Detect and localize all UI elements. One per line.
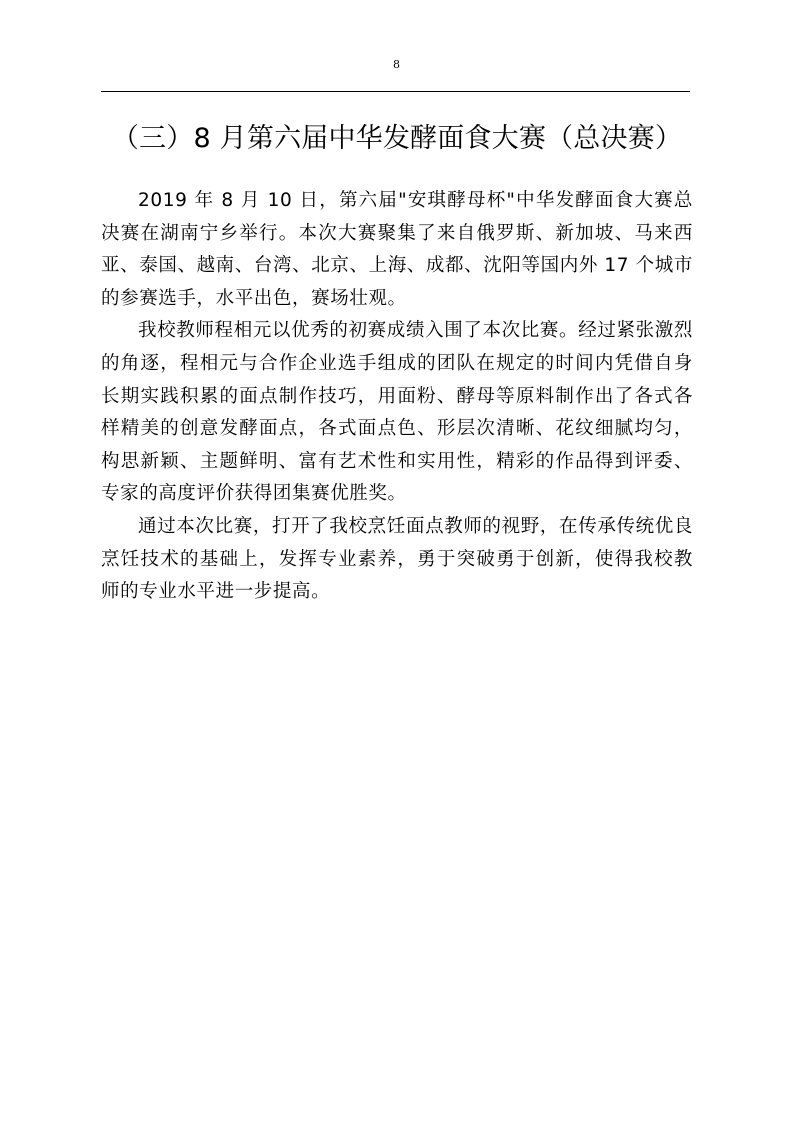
header-rule [101,91,690,92]
section-title: （三）8 月第六届中华发酵面食大赛（总决赛） [111,123,683,154]
page-number: 8 [393,58,400,71]
paragraph-2: 我校教师程相元以优秀的初赛成绩入围了本次比赛。经过紧张激烈的角逐，程相元与合作企业选手组成的团队在规定的时间内凭借自身长期实践积累的面点制作技巧，用面粉、酵母等原料制作出了各式各样精美的创意发酵面点，各式面点色、形层次清晰、花纹细腻均匀，构思新颖、主题鲜明、富有艺术性和实用性，精彩的作品得到评委、专家的高度评价获得团集赛优胜奖。 [101,320,693,505]
paragraph-3: 通过本次比赛，打开了我校烹饪面点教师的视野，在传承传统优良烹饪技术的基础上，发挥专业素养，勇于突破勇于创新，使得我校教师的专业水平进一步提高。 [101,515,693,603]
section-body [101,185,693,609]
paragraph-1: 2019 年 8 月 10 日，第六届"安琪酵母杯"中华发酵面食大赛总决赛在湖南宁乡举行。本次大赛聚集了来自俄罗斯、新加坡、马来西亚、泰国、越南、台湾、北京、上海、成都、沈阳等国内外 17 个城市的参赛选手，水平出色，赛场壮观。 [101,190,693,309]
